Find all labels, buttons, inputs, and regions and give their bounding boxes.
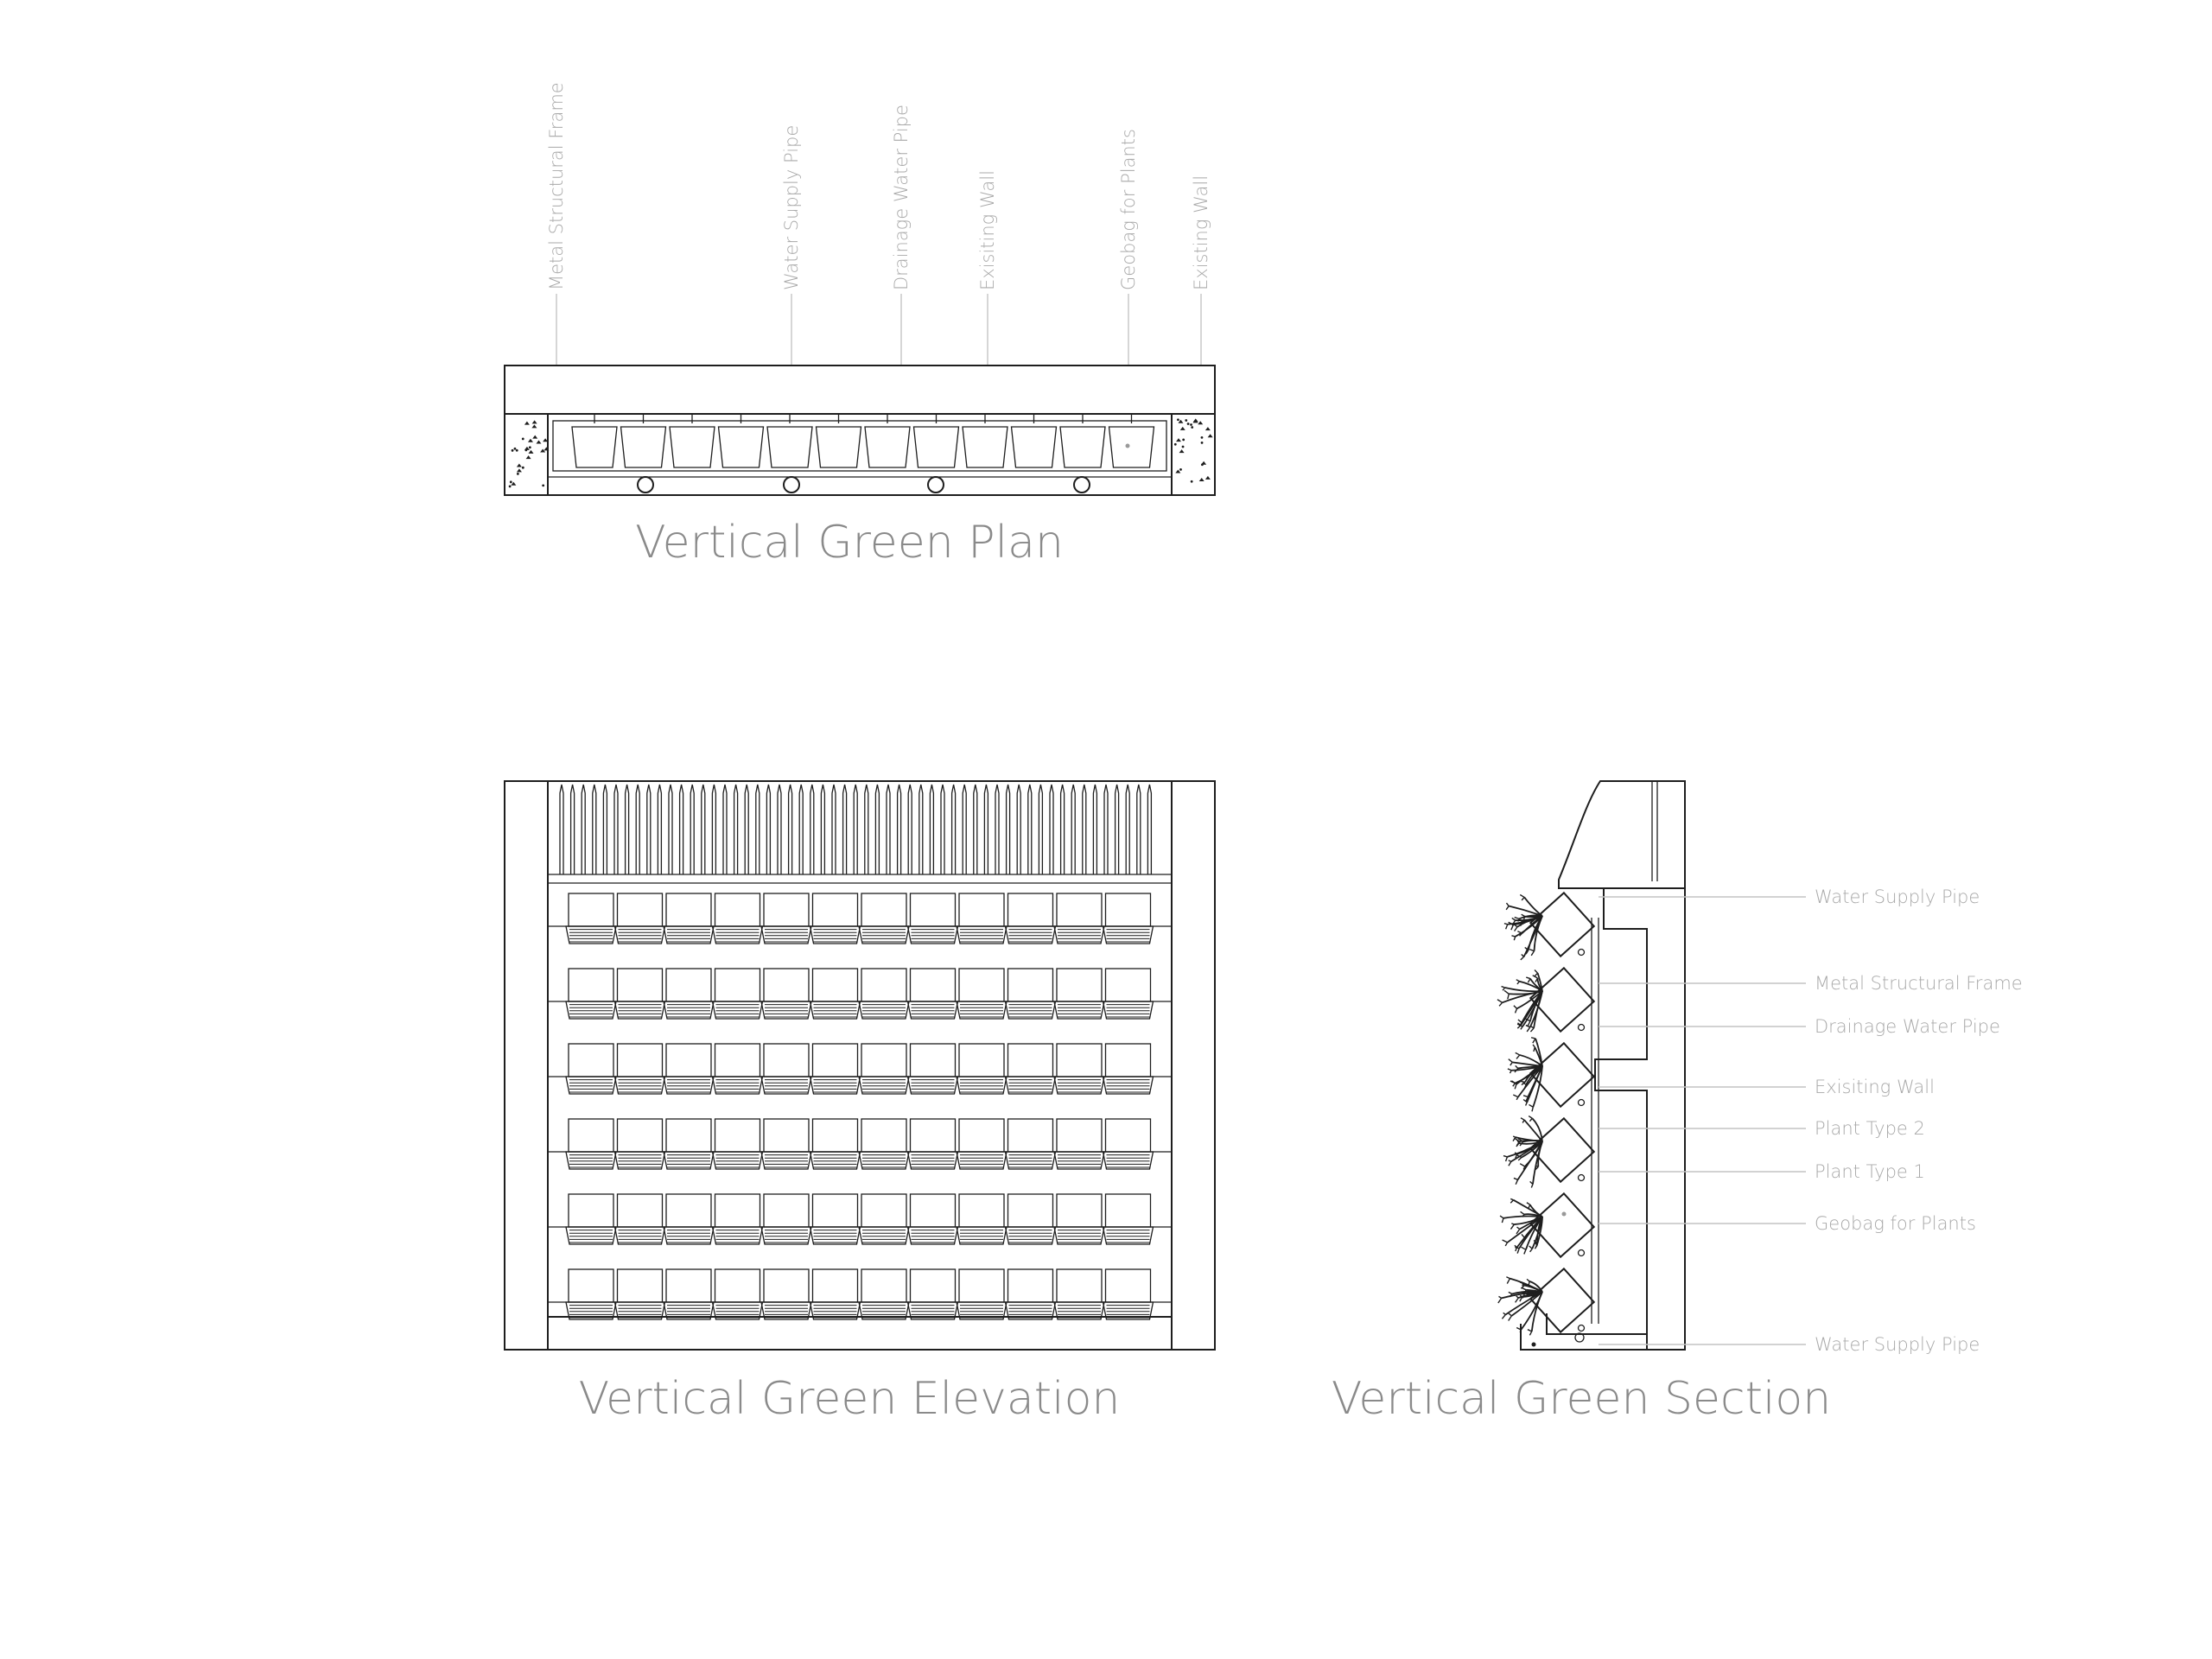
elevation-geobag: [615, 1044, 665, 1094]
elevation-stem: [766, 785, 770, 874]
plan-geobag: [767, 427, 812, 467]
elevation-geobag: [1054, 1119, 1104, 1169]
plan-pipe: [784, 477, 799, 493]
elevation-stem: [734, 785, 738, 874]
elevation-geobag: [615, 1194, 665, 1244]
elevation-stem: [1028, 785, 1032, 874]
plan-geobag: [719, 427, 764, 467]
elevation-geobag: [664, 1119, 714, 1169]
elevation-stem: [603, 785, 607, 874]
elevation-stem: [832, 785, 836, 874]
section-label: Drainage Water Pipe: [1815, 1016, 2000, 1037]
elevation-stem: [789, 785, 792, 874]
elevation-stem: [702, 785, 705, 874]
elevation-geobag: [713, 1119, 763, 1169]
elevation-stem: [887, 785, 890, 874]
plan-geobag: [670, 427, 715, 467]
elevation-stem: [843, 785, 847, 874]
elevation-stem: [941, 785, 944, 874]
elevation-geobag: [1054, 969, 1104, 1019]
elevation-stem: [658, 785, 661, 874]
elevation-geobag: [859, 1194, 909, 1244]
elevation-geobag: [957, 893, 1007, 944]
elevation-geobag: [1054, 893, 1104, 944]
elevation-geobag: [615, 969, 665, 1019]
plan-pipe: [928, 477, 944, 493]
elevation-stem: [1061, 785, 1065, 874]
elevation-geobag: [810, 1119, 861, 1169]
plan-geobag: [914, 427, 959, 467]
elevation-geobag: [957, 1269, 1007, 1319]
elevation-geobag: [566, 1044, 616, 1094]
elevation-stem: [690, 785, 694, 874]
elevation-geobag: [957, 1119, 1007, 1169]
elevation-stem: [875, 785, 879, 874]
elevation-geobag: [566, 969, 616, 1019]
section-plant: [1504, 894, 1542, 959]
plan-metal-channel: [553, 421, 1166, 471]
section-plants: [1497, 894, 1542, 1335]
elevation-stem: [930, 785, 933, 874]
elevation-geobag: [566, 1194, 616, 1244]
elevation-stem: [1017, 785, 1020, 874]
section-plant: [1497, 969, 1542, 1032]
elevation-stem: [582, 785, 585, 874]
elevation-geobag: [810, 893, 861, 944]
elevation-stem: [647, 785, 651, 874]
elevation-geobag: [1054, 1194, 1104, 1244]
elevation-stem: [984, 785, 988, 874]
elevation-stem: [799, 785, 803, 874]
elevation-stem: [810, 785, 814, 874]
plan-frame-outline: [505, 414, 1215, 495]
section-existing-wall-hatched: [1595, 888, 1685, 1350]
elevation-geobag: [664, 893, 714, 944]
elevation-geobag: [713, 1269, 763, 1319]
elevation-geobag: [908, 1269, 958, 1319]
plan-pipe: [638, 477, 653, 493]
plan-geobag: [817, 427, 861, 467]
plan-label: Exisiting Wall: [977, 170, 998, 290]
plan-title: Vertical Green Plan: [635, 517, 1064, 569]
elevation-stem: [712, 785, 715, 874]
elevation-outline: [505, 781, 1215, 1350]
plan-label: Water Supply Pipe: [781, 124, 802, 290]
elevation-geobag: [713, 1194, 763, 1244]
elevation-stem: [571, 785, 575, 874]
elevation-geobag: [908, 893, 958, 944]
elevation-geobag: [761, 893, 811, 944]
section-top-cap: [1559, 781, 1685, 888]
section-plant: [1503, 1116, 1542, 1188]
plan-label: Geobag for Plants: [1118, 129, 1139, 290]
elevation-title: Vertical Green Elevation: [578, 1373, 1121, 1425]
elevation-geobag: [1006, 969, 1056, 1019]
elevation-geobag: [908, 1044, 958, 1094]
elevation-geobag: [664, 969, 714, 1019]
elevation-geobag: [615, 893, 665, 944]
elevation-geobag: [810, 969, 861, 1019]
elevation-geobag: [1006, 893, 1056, 944]
elevation-geobag: [1103, 1194, 1154, 1244]
elevation-stem: [1071, 785, 1075, 874]
elevation-stem: [963, 785, 966, 874]
elevation-plant-stems: [560, 785, 1151, 874]
plan-geobag: [1109, 427, 1154, 467]
elevation-stem: [1137, 785, 1141, 874]
elevation-geobag: [761, 969, 811, 1019]
plan-labels: [546, 82, 1211, 365]
section-plant: [1508, 1038, 1542, 1112]
elevation-geobag: [1006, 1044, 1056, 1094]
elevation-geobag: [1103, 893, 1154, 944]
elevation-stem: [1093, 785, 1096, 874]
elevation-geobag: [1006, 1119, 1056, 1169]
elevation-geobag: [664, 1044, 714, 1094]
elevation-geobag: [1054, 1044, 1104, 1094]
elevation-geobag: [664, 1194, 714, 1244]
elevation-stem: [669, 785, 672, 874]
section-drawing: [1332, 781, 2023, 1425]
elevation-stem: [898, 785, 901, 874]
elevation-geobag: [713, 1044, 763, 1094]
plan-geobags: [572, 414, 1154, 467]
elevation-geobag: [1103, 1044, 1154, 1094]
elevation-stem: [745, 785, 748, 874]
section-geobag: [1530, 893, 1593, 956]
elevation-geobag: [761, 1269, 811, 1319]
elevation-stem: [756, 785, 760, 874]
plan-drawing: [505, 82, 1215, 569]
section-title: Vertical Green Section: [1331, 1373, 1832, 1425]
elevation-geobag: [1006, 1194, 1056, 1244]
elevation-stem: [974, 785, 977, 874]
section-geobags: [1530, 893, 1593, 1332]
elevation-stem: [614, 785, 618, 874]
elevation-geobag: [615, 1269, 665, 1319]
elevation-geobag: [1103, 1119, 1154, 1169]
elevation-geobag: [761, 1194, 811, 1244]
elevation-stem: [1007, 785, 1010, 874]
plan-pipe: [1074, 477, 1090, 493]
elevation-geobag: [810, 1269, 861, 1319]
plan-label: Metal Structural Frame: [546, 82, 567, 290]
elevation-geobag: [859, 1044, 909, 1094]
elevation-geobag: [908, 969, 958, 1019]
elevation-stem: [593, 785, 596, 874]
elevation-geobag: [1006, 1269, 1056, 1319]
elevation-geobag: [566, 893, 616, 944]
elevation-stem: [821, 785, 824, 874]
plan-label: Existing Wall: [1191, 175, 1211, 290]
elevation-stem: [680, 785, 683, 874]
elevation-stem: [1147, 785, 1151, 874]
elevation-geobag: [908, 1194, 958, 1244]
elevation-geobag: [1103, 969, 1154, 1019]
elevation-geobag: [859, 1269, 909, 1319]
elevation-geobag: [957, 1044, 1007, 1094]
elevation-geobag: [713, 893, 763, 944]
elevation-drawing: [505, 781, 1215, 1425]
elevation-stem: [560, 785, 563, 874]
elevation-geobag: [615, 1119, 665, 1169]
elevation-stem: [636, 785, 639, 874]
elevation-stem: [626, 785, 629, 874]
section-label: Exisiting Wall: [1815, 1077, 1935, 1097]
plan-concrete-right: [1172, 414, 1215, 495]
elevation-geobag: [810, 1194, 861, 1244]
elevation-stem: [778, 785, 781, 874]
section-label: Geobag for Plants: [1815, 1213, 1976, 1234]
plan-geobag: [1060, 427, 1105, 467]
elevation-geobag: [1103, 1269, 1154, 1319]
section-geobag: [1530, 1268, 1593, 1332]
elevation-geobag: [713, 969, 763, 1019]
elevation-geobag: [810, 1044, 861, 1094]
elevation-geobag: [1054, 1269, 1104, 1319]
section-label: Water Supply Pipe: [1815, 1334, 1980, 1355]
plan-label: Drainage Water Pipe: [891, 105, 912, 290]
elevation-stem: [1116, 785, 1119, 874]
elevation-stem: [952, 785, 956, 874]
elevation-stem: [1104, 785, 1108, 874]
section-label: Plant Type 2: [1815, 1118, 1925, 1139]
elevation-stem: [723, 785, 727, 874]
elevation-geobag: [761, 1044, 811, 1094]
section-plant: [1500, 1198, 1542, 1254]
elevation-stem: [1039, 785, 1042, 874]
plan-geobag: [963, 427, 1007, 467]
elevation-geobag: [957, 1194, 1007, 1244]
elevation-stem: [1083, 785, 1086, 874]
elevation-stem: [919, 785, 923, 874]
elevation-stem: [1126, 785, 1129, 874]
section-label: Plant Type 1: [1815, 1161, 1925, 1182]
elevation-geobag: [859, 1119, 909, 1169]
elevation-stem: [865, 785, 868, 874]
elevation-stem: [854, 785, 857, 874]
elevation-stem: [995, 785, 999, 874]
section-label: Water Supply Pipe: [1815, 887, 1980, 907]
section-labels: [1599, 887, 2023, 1355]
plan-geobag: [572, 427, 617, 467]
elevation-geobag-grid: [548, 893, 1172, 1319]
plan-geobag: [621, 427, 666, 467]
elevation-geobag: [664, 1269, 714, 1319]
plan-existing-wall-hatched: [505, 365, 1215, 414]
elevation-geobag: [761, 1119, 811, 1169]
plan-geobag: [1012, 427, 1057, 467]
plan-pipes: [638, 477, 1090, 493]
elevation-geobag: [859, 893, 909, 944]
section-label: Metal Structural Frame: [1815, 973, 2023, 994]
elevation-geobag: [566, 1119, 616, 1169]
elevation-geobag: [859, 969, 909, 1019]
elevation-stem: [908, 785, 912, 874]
elevation-geobag: [566, 1269, 616, 1319]
elevation-geobag: [957, 969, 1007, 1019]
elevation-geobag: [908, 1119, 958, 1169]
plan-geobag: [865, 427, 910, 467]
elevation-stem: [1050, 785, 1053, 874]
